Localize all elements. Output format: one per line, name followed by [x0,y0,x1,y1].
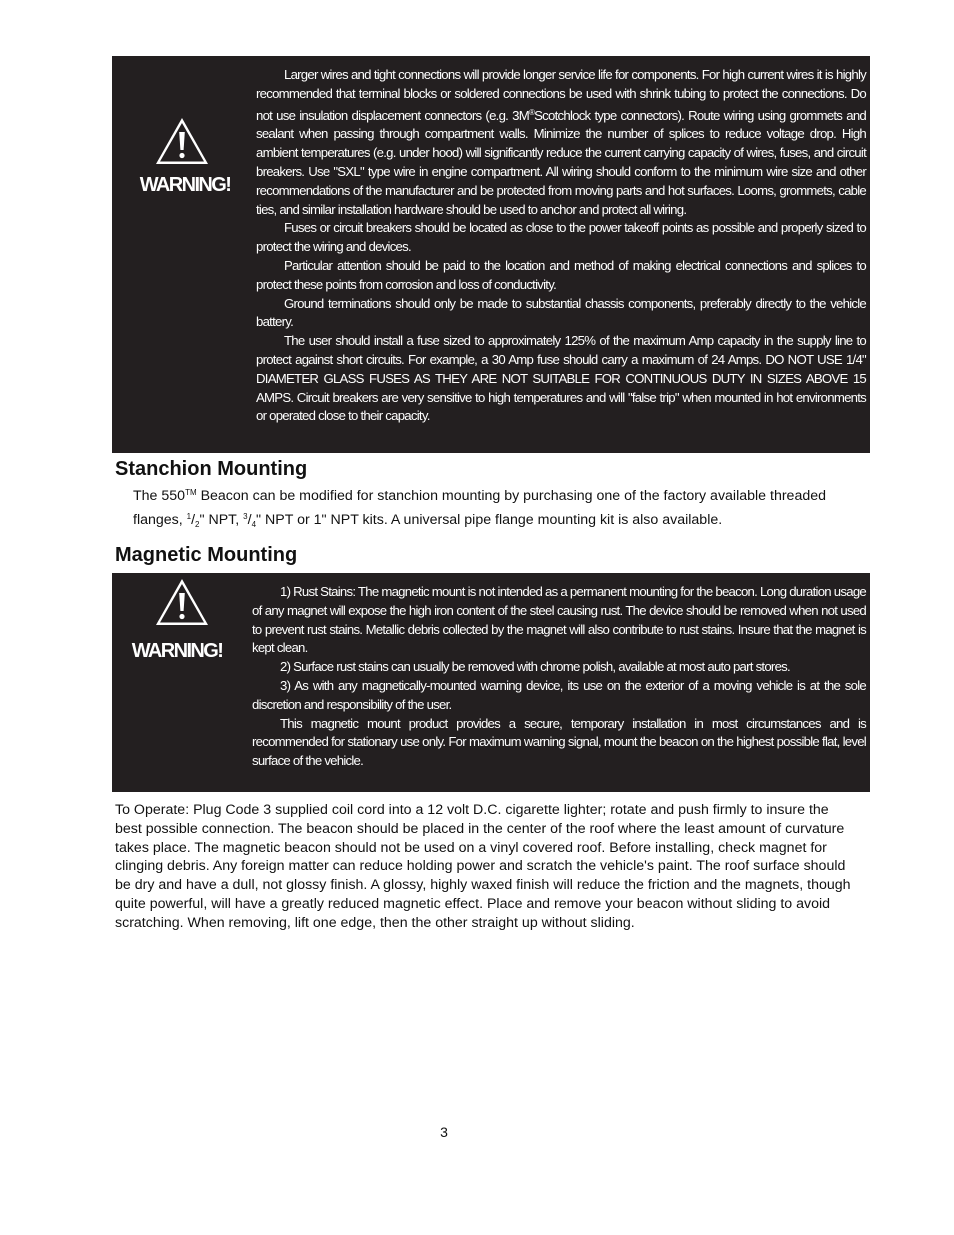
operating-instructions: To Operate: Plug Code 3 supplied coil cord into a 12 volt D.C. cigarette lighter; rotate and push firmly to insure the best possible connection. The beacon should be placed in the center of the roof where the least amount of curvature takes place. The magnetic beacon should not be used on a vinyl covered roof. Before installing, check magnet for clinging debris. Any foreign matter can reduce holding power and scratch the vehicle's paint. The roof surface should be dry and have a dull, not glossy finish. A glossy, highly waxed finish will reduce the friction and the magnets, though quite powerful, will have a greatly reduced magnetic effect. Place and remove your beacon without sliding to avoid scratching. When removing, lift one edge, then the other straight up without sliding. [115,802,851,931]
section-heading-magnetic: Magnetic Mounting [115,544,298,566]
stanchion-description: The 550™ Beacon can be modified for stanchion mounting by purchasing one of the factory available threaded flanges, $^1/_2$" NPT, $^3/_4$" NPT or 1" NPT kits. A universal pipe flange mounting kit is also available. [133,488,827,529]
warning-paragraph: Ground terminations should only be made to substantial chassis components, preferably directly to the vehicle battery. [256,295,866,330]
warning-label: WARNING! [131,640,223,662]
warning-paragraph: Fuses or circuit breakers should be located as close to the power takeoff points as possible and properly sized to protect the wiring and devices. [256,220,866,255]
warning-text [252,583,866,771]
section-heading-stanchion: Stanchion Mounting [115,458,308,480]
warning-triangle-icon [154,116,210,166]
warning-triangle-icon [154,577,210,627]
warning-paragraph: Larger wires and tight connections will provide longer service life for components. For high current wires it is highly recommended that terminal blocks or soldered connections be used with shrink tubing to protect the connections. Do not use insulation displacement connectors (e.g. 3M®Scotchlock type connectors). Route wiring using grommets and sealant when passing through compartment walls. Minimize the number of splices to reduce voltage drop. High ambient temperatures (e.g. under hood) will significantly reduce the current carrying capacity of wires, fuses, and circuit breakers. Use "SXL" type wire in engine compartment. All wiring should conform to the minimum wire size and other recommendations of the manufacturer and be protected from moving parts and hot surfaces. Looms, grommets, cable ties, and similar installation hardware should be used to anchor and protect all wiring. [256,67,866,217]
warning-paragraph: 2) Surface rust stains can usually be removed with chrome polish, available at most auto part stores. [280,659,790,675]
warning-paragraph: The user should install a fuse sized to approximately 125% of the maximum Amp capacity in the supply line to protect against short circuits. For example, a 30 Amp fuse should carry a maximum of 24 Amps. DO NOT USE 1/4" DIAMETER GLASS FUSES AS THEY ARE NOT SUITABLE FOR CONTINUOUS DUTY IN SIZES ABOVE 15 AMPS. Circuit breakers are very sensitive to high temperatures and will "false trip" when mounted in hot environments or operated close to their capacity. [256,333,866,424]
warning-text [256,66,866,426]
warning-paragraph: This magnetic mount product provides a secure, temporary installation in most circumstances and is recommended for stationary use only. For maximum warning signal, mount the beacon on the highest possible flat, level surface of the vehicle. [252,715,866,769]
warning-badge [112,56,254,453]
warning-badge [112,573,254,792]
warning-paragraph: 3) As with any magnetically-mounted warning device, its use on the exterior of a moving vehicle is at the sole discretion and responsibility of the user. [252,677,866,712]
warning-paragraph: Particular attention should be paid to the location and method of making electrical connections and splices to protect these points from corrosion and loss of conductivity. [256,257,866,292]
registered-mark: ® [528,107,535,117]
trademark-mark: TM [185,488,197,497]
warning-label: WARNING! [139,174,231,196]
wiring-warning-box [112,56,870,453]
warning-paragraph: 1) Rust Stains: The magnetic mount is not intended as a permanent mounting for the beacon. Long duration usage of any magnet will expose the high iron content of the steel causing rust. The device should be removed when not used to prevent rust stains. Metallic debris collected by the magnet will also contribute to rust stains. Insure that the magnet is kept clean. [252,584,866,656]
magnetic-warning-box [112,573,870,792]
page-number: 3 [440,1124,448,1140]
